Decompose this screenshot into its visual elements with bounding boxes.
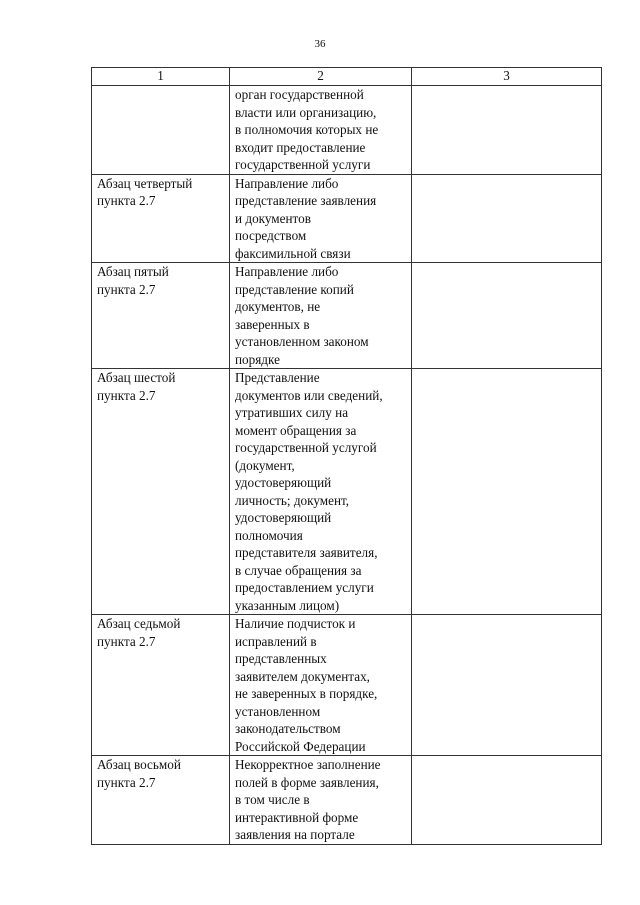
cell-text: Абзац четвертый пункта 2.7 [97,175,193,208]
row-reason-cell [230,174,412,263]
cell-text: Абзац седьмой пункта 2.7 [97,616,181,649]
row-reference-cell [92,263,230,369]
row-note-cell [412,86,602,175]
row-reason-cell [230,756,412,845]
cell-text: Направление либо представление заявления и документов посредством факсимильной связи [235,175,377,261]
table-row [92,263,602,369]
row-note-cell [412,369,602,615]
row-reference-cell [92,86,230,175]
cell-text: Абзац пятый пункта 2.7 [97,264,169,297]
row-reference-cell [92,756,230,845]
row-reference-cell [92,615,230,756]
cell-text: Наличие подчисток и исправлений в представленных заявителем документах, не заверенных в порядке, установленном законодательством Российской Федерации [235,616,378,754]
table-row [92,615,602,756]
row-note-cell [412,174,602,263]
column-header-2: 2 [230,68,412,86]
row-reference-cell [92,174,230,263]
row-note-cell [412,615,602,756]
row-reference-cell [92,369,230,615]
row-note-cell [412,263,602,369]
cell-text: Некорректное заполнение полей в форме заявления, в том числе в интерактивной форме заявления на портале [235,757,381,842]
column-header-1: 1 [92,68,230,86]
cell-text: Абзац восьмой пункта 2.7 [97,757,181,790]
row-note-cell [412,756,602,845]
table-row [92,174,602,263]
table-header-row [92,68,602,86]
page-number: 36 [314,38,326,50]
requirements-table [91,67,602,845]
table-row [92,756,602,845]
row-reason-cell [230,615,412,756]
row-reason-cell [230,369,412,615]
row-reason-cell [230,86,412,175]
column-header-3: 3 [412,68,602,86]
cell-text: орган государственной власти или организацию, в полномочия которых не входит предоставление государственной услуги [235,87,379,172]
table-row [92,86,602,175]
cell-text: Представление документов или сведений, утративших силу на момент обращения за государственной услугой (документ, удостоверяющий личность; документ, удостоверяющий полномочия представителя заявителя, в случае обращения за предоставлением услуги указанным лицом) [235,370,383,613]
row-reason-cell [230,263,412,369]
cell-text: Абзац шестой пункта 2.7 [97,370,176,403]
cell-text: Направление либо представление копий документов, не заверенных в установленном законом порядке [235,264,369,367]
table-row [92,369,602,615]
